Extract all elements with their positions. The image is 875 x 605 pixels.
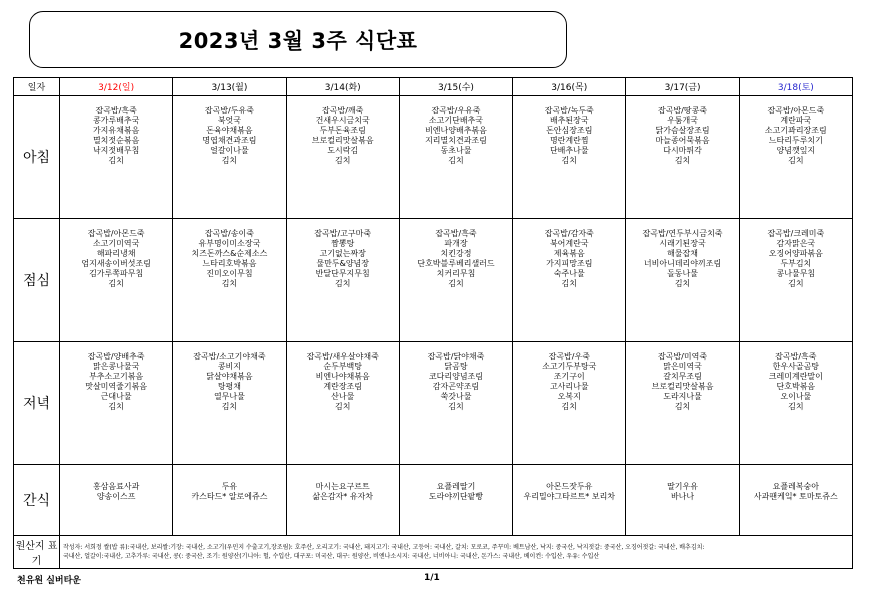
menu-item: 감자맑은국 [776,239,816,249]
menu-item: 명란계란찜 [549,136,589,146]
menu-item: 맑은콩나물국 [92,361,140,371]
menu-cell [513,96,626,219]
menu-item: 잡곡밥/땅콩죽 [658,106,708,116]
menu-item: 갈치무조림 [663,371,702,381]
menu-item: 탕평채 [217,381,242,391]
menu-cell [173,341,286,464]
menu-item: 잡곡밥/고구마죽 [314,229,372,239]
snack-item: 양송이스프 [96,491,136,501]
menu-item: 치커리무침 [436,269,476,279]
menu-item: 소고기두부탕국 [542,361,597,371]
menu-item: 계란장조림 [323,381,363,391]
menu-cell [626,219,739,342]
snack-item: 요플레복숭아 [772,481,820,491]
menu-item: 김가루쪽파무침 [89,269,144,279]
menu-cell [286,96,399,219]
menu-item: 닭곰탕 [444,361,468,371]
menu-item: 쑥갓나물 [440,391,472,401]
menu-item: 동초나물 [440,146,472,156]
menu-item: 열무나물 [213,391,245,401]
menu-item: 가지피망조림 [546,259,593,269]
menu-item: 김치 [561,156,577,166]
menu-item: 제육볶음 [553,249,585,259]
menu-item: 잡곡밥/새우살야채죽 [306,351,379,361]
menu-item: 잡곡밥/감자죽 [544,229,594,239]
menu-item: 조기구이 [553,371,585,381]
menu-item: 김치 [674,401,691,411]
menu-cell [626,341,739,464]
menu-item: 잡곡밥/두유죽 [204,106,254,116]
menu-item: 잡곡밥/아몬드죽 [87,229,145,239]
menu-item: 잡곡밥/양배추죽 [87,351,145,361]
menu-item: 너비아니데리야끼조림 [643,259,722,269]
menu-cell [399,341,512,464]
menu-item: 김치 [108,401,124,411]
menu-cell [513,219,626,342]
menu-item: 두부돈육조림 [319,126,366,136]
snack-item: 딸기우유 [667,481,698,491]
origin-label: 원산지 표기 [14,535,60,568]
page-number: 1/1 [424,573,440,583]
menu-item: 치즈돈까스&순제소스 [191,249,268,259]
menu-item: 두부김치 [780,259,812,269]
breakfast-row [14,96,853,219]
snack-item: 바나나 [670,491,695,501]
menu-item: 도라지나물 [663,391,702,401]
menu-item: 우툼개국 [667,116,698,126]
menu-item: 감자곤약조림 [432,381,480,391]
snack-item: 도라야끼단팥빵 [428,491,484,501]
menu-item: 김치 [448,279,464,289]
menu-item: 유부명이미소장국 [198,239,261,249]
meal-label: 점심 [14,219,60,342]
menu-item: 잡곡밥/크레미죽 [767,229,825,239]
menu-item: 잡곡밥/소고기야채죽 [193,351,266,361]
menu-item: 콩가루배추국 [92,116,140,126]
snack-cell [399,464,512,535]
menu-cell [286,341,399,464]
page-title: 2023년 3월 3주 식단표 [178,28,418,53]
meal-plan-table [13,77,853,569]
menu-item: 산나물 [331,391,355,401]
header-row [14,78,853,96]
lunch-row [14,219,853,342]
menu-cell [513,341,626,464]
snack-cell [739,464,852,535]
menu-item: 순두부백탕 [323,361,363,371]
meal-label: 아침 [14,96,60,219]
menu-item: 잡곡밥/아몬드죽 [767,106,825,116]
snack-item: 카스타드* 알로에쥬스 [191,491,268,501]
meal-label: 저녁 [14,341,60,464]
snack-item: 아몬드잣두유 [546,481,593,491]
menu-item: 양념깻잎지 [776,146,816,156]
menu-item: 명엽채견과조림 [202,136,257,146]
date-header-label: 일자 [14,78,60,96]
snack-item: 두유 [221,481,238,491]
menu-item: 북엇국 [217,116,242,126]
menu-item: 콩나물무침 [776,269,816,279]
menu-cell [626,96,739,219]
menu-item: 돈안심장조림 [546,126,593,136]
menu-item: 단배추나물 [549,146,589,156]
snack-row [14,464,853,535]
menu-item: 김치 [221,156,238,166]
menu-cell [739,219,852,342]
menu-item: 파개장 [444,239,468,249]
menu-item: 김치 [448,156,464,166]
menu-item: 비엔나양배추볶음 [425,126,487,136]
menu-item: 건새우시금치국 [315,116,370,126]
menu-cell [399,219,512,342]
menu-item: 지리멸치견과조림 [425,136,487,146]
menu-item: 진미오이무침 [206,269,253,279]
menu-item: 잡곡밥/깨죽 [322,106,364,116]
menu-item: 한우사골곰탕 [772,361,820,371]
menu-item: 소고기단배추국 [428,116,484,126]
menu-item: 코다리양념조림 [428,371,484,381]
menu-item: 엄지새송이버섯조림 [81,259,151,269]
menu-item: 짬뽕탕 [331,239,355,249]
menu-item: 김치 [674,279,691,289]
menu-item: 느타리두루치기 [768,136,823,146]
snack-item: 요플레딸기 [436,481,476,491]
menu-item: 김치 [108,279,124,289]
menu-item: 배추된장국 [549,116,589,126]
origin-row [14,535,853,568]
menu-cell [286,219,399,342]
menu-item: 브로컬리맛살볶음 [311,136,374,146]
menu-item: 치킨강정 [440,249,472,259]
menu-cell [739,96,852,219]
menu-item: 닭살야채볶음 [206,371,253,381]
menu-item: 김치 [334,279,351,289]
menu-item: 잡곡밥/흑죽 [775,351,817,361]
day-header: 3/13(월) [173,78,286,96]
meal-label: 간식 [14,464,60,535]
menu-item: 김치 [561,401,577,411]
origin-line: 국내산, 얼갈이:국내산, 고추가루: 국내산, 콩(: 중국산, 조기: 원양산(기니아: 헐, 수입산, 대구포: 미국산, 대구: 원양산, 비엔나소시지: 국내산, 너비아니: 국내산, 돈가스: 국내산, 베이컨: 수입산, 우유: 수입산 [63,552,600,560]
day-header: 3/17(금) [626,78,739,96]
menu-item: 잡곡밥/닭야채죽 [427,351,485,361]
snack-cell [60,464,173,535]
menu-item: 돌동나물 [667,269,698,279]
menu-item: 해물잡채 [667,249,698,259]
menu-item: 오복지 [557,391,581,401]
menu-item: 김치 [108,156,124,166]
snack-item: 삶은감자* 유자차 [312,491,374,501]
menu-item: 맑은미역국 [663,361,702,371]
snack-cell [626,464,739,535]
menu-item: 잡곡밥/우유죽 [431,106,481,116]
menu-item: 김치 [221,401,238,411]
menu-cell [60,96,173,219]
menu-item: 고기없는짜장 [319,249,366,259]
facility-name: 천유원 실버타운 [17,576,81,586]
day-header: 3/12(일) [60,78,173,96]
menu-cell [173,96,286,219]
menu-item: 잡곡밥/송이죽 [204,229,254,239]
menu-item: 멸치젓순볶음 [92,136,140,146]
menu-item: 물만두&양념장 [316,259,369,269]
menu-item: 오이나물 [780,391,812,401]
menu-item: 가지유채볶음 [92,126,140,136]
origin-line: 작성자: 서희정 쌀(밥 류):국내산, 보리쌀:기장: 국내산, 소고기(우민지 수출고기,장조림): 호주산, 오리고기: 국내산, 돼지고기: 국내산, 고등어: 국내산, 갈치: 모로코, 주꾸미: 베트남산, 낙지: 중국산, 낙지젓갈: 중국산, 오징어젓갈: 국내산, 배추김치: [63,543,705,551]
menu-item: 콩비지 [217,361,242,371]
day-header: 3/14(화) [286,78,399,96]
menu-item: 돈육야채볶음 [206,126,253,136]
menu-item: 잡곡밥/우죽 [548,351,590,361]
origin-text [60,535,853,568]
menu-item: 잡곡밥/미역죽 [658,351,708,361]
menu-item: 맛살미역줄기볶음 [85,381,148,391]
menu-item: 김치 [221,279,238,289]
menu-item: 크레미계란말이 [768,371,823,381]
day-header: 3/15(수) [399,78,512,96]
menu-item: 고사리나물 [549,381,589,391]
menu-item: 북어계란국 [549,239,589,249]
menu-item: 닭가슴살장조림 [655,126,710,136]
dinner-row [14,341,853,464]
menu-item: 김치 [334,401,351,411]
snack-cell [286,464,399,535]
menu-item: 도시락김 [327,146,359,156]
menu-item: 소고기미역국 [92,239,140,249]
menu-item: 오징어양파볶음 [768,249,823,259]
menu-cell [173,219,286,342]
menu-item: 마늘종어묵볶음 [655,136,710,146]
day-header: 3/16(목) [513,78,626,96]
menu-item: 시래기된장국 [659,239,706,249]
menu-item: 김치 [788,279,804,289]
menu-item: 브로컬리맛살볶음 [651,381,714,391]
menu-item: 단호박볶음 [776,381,816,391]
title-box [29,11,567,68]
menu-item: 잡곡밥/녹두죽 [544,106,594,116]
menu-item: 김치 [334,156,351,166]
menu-item: 숙주나물 [553,269,585,279]
menu-item: 김치 [561,279,577,289]
menu-item: 얼갈이나물 [210,146,249,156]
menu-item: 잡곡밥/흑죽 [435,229,477,239]
snack-item: 사과팬케잌* 토마토쥬스 [753,491,838,501]
menu-item: 김치 [788,401,804,411]
menu-item: 비엔나야채볶음 [315,371,370,381]
snack-item: 마시는요구르트 [315,481,370,491]
menu-cell [399,96,512,219]
snack-cell [173,464,286,535]
menu-item: 근대나물 [100,391,132,401]
day-header: 3/18(토) [739,78,852,96]
snack-item: 우리밀야그타르트* 보리차 [523,491,616,501]
menu-item: 단호박블루베리샐러드 [417,259,495,269]
menu-item: 반달단무지무침 [315,269,370,279]
snack-cell [513,464,626,535]
menu-cell [60,341,173,464]
menu-cell [60,219,173,342]
menu-item: 잡곡밥/연두부시금치죽 [642,229,723,239]
menu-item: 김치 [674,156,691,166]
snack-item: 홍삼음료사과 [92,481,140,491]
menu-item: 소고기꽈리장조림 [764,126,827,136]
menu-item: 느타리호박볶음 [202,259,257,269]
menu-item: 부추소고기볶음 [89,371,144,381]
menu-cell [739,341,852,464]
menu-item: 낙지젓배무침 [92,146,140,156]
menu-item: 김치 [788,156,804,166]
menu-item: 다시마튀각 [663,146,702,156]
menu-item: 잡곡밥/흑죽 [95,106,137,116]
menu-item: 계란파국 [780,116,812,126]
menu-item: 김치 [448,401,464,411]
menu-item: 해파리냉채 [96,249,136,259]
